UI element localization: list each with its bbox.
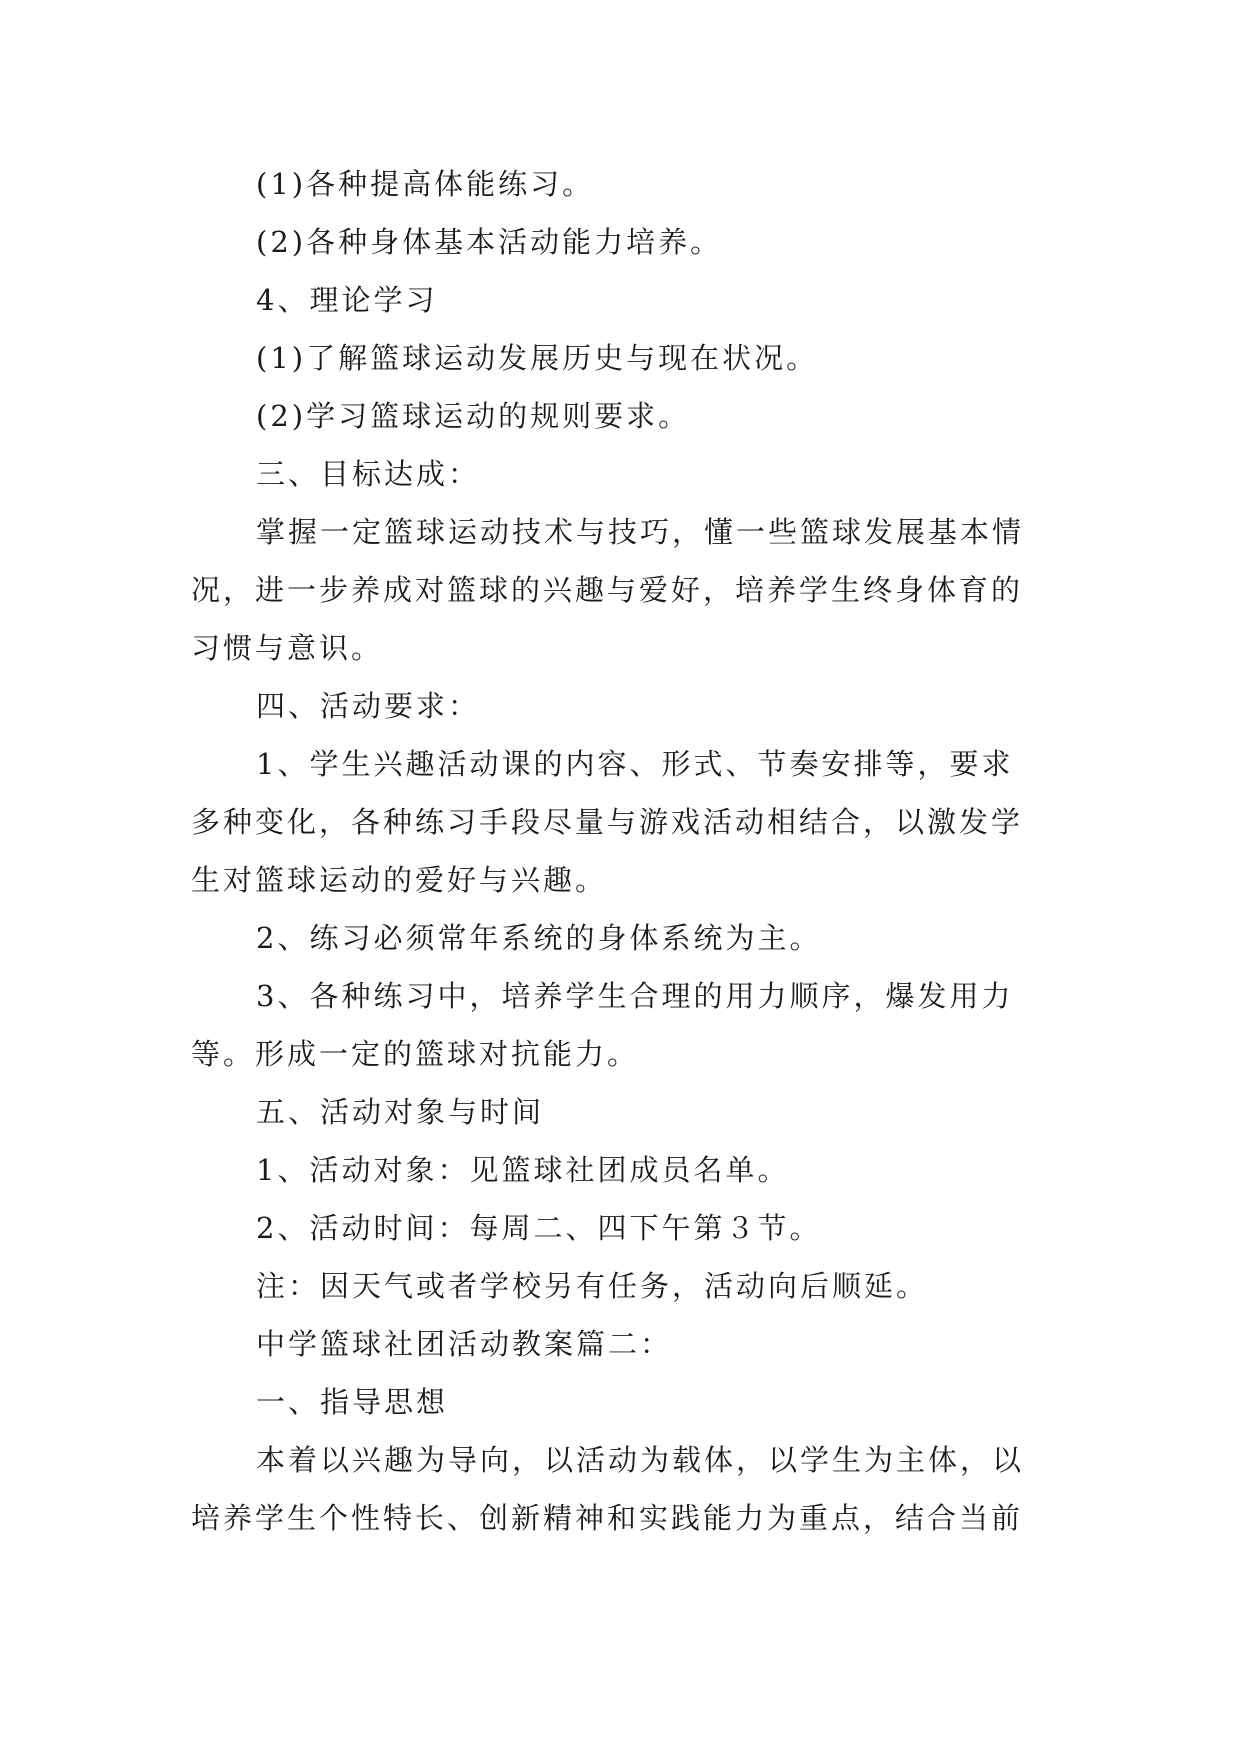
text-line: 本着以兴趣为导向，以活动为载体，以学生为主体，以 — [256, 1443, 1025, 1477]
text-line: 1、学生兴趣活动课的内容、形式、节奏安排等，要求 — [256, 747, 1014, 781]
text-line: 2、练习必须常年系统的身体系统为主。 — [256, 921, 822, 955]
section-heading: 三、目标达成： — [256, 457, 481, 491]
text-line: (2)学习篮球运动的规则要求。 — [256, 399, 691, 433]
text-line: 2、活动时间：每周二、四下午第３节。 — [256, 1211, 822, 1245]
article-title: 中学篮球社团活动教案篇二： — [256, 1327, 673, 1361]
text-line: 生对篮球运动的爱好与兴趣。 — [191, 863, 608, 897]
text-line: 培养学生个性特长、创新精神和实践能力为重点，结合当前 — [191, 1501, 1024, 1535]
section-heading: 四、活动要求： — [256, 689, 481, 723]
text-line: 3、各种练习中，培养学生合理的用力顺序，爆发用力 — [256, 979, 1014, 1013]
text-line: 1、活动对象：见篮球社团成员名单。 — [256, 1153, 790, 1187]
text-line: 等。形成一定的篮球对抗能力。 — [191, 1037, 640, 1071]
section-heading: 五、活动对象与时间 — [256, 1095, 545, 1129]
text-line: 习惯与意识。 — [191, 631, 384, 665]
text-line: 况，进一步养成对篮球的兴趣与爱好，培养学生终身体育的 — [191, 573, 1024, 607]
text-line: 掌握一定篮球运动技术与技巧，懂一些篮球发展基本情 — [256, 515, 1025, 549]
text-line: (1)各种提高体能练习。 — [256, 167, 595, 201]
section-heading: 一、指导思想 — [256, 1385, 449, 1419]
text-line: 4、理论学习 — [256, 283, 438, 317]
text-line: 注：因天气或者学校另有任务，活动向后顺延。 — [256, 1269, 929, 1303]
text-line: (1)了解篮球运动发展历史与现在状况。 — [256, 341, 819, 375]
text-line: (2)各种身体基本活动能力培养。 — [256, 225, 723, 259]
document-body — [191, 155, 1051, 1547]
text-line: 多种变化，各种练习手段尽量与游戏活动相结合，以激发学 — [191, 805, 1024, 839]
